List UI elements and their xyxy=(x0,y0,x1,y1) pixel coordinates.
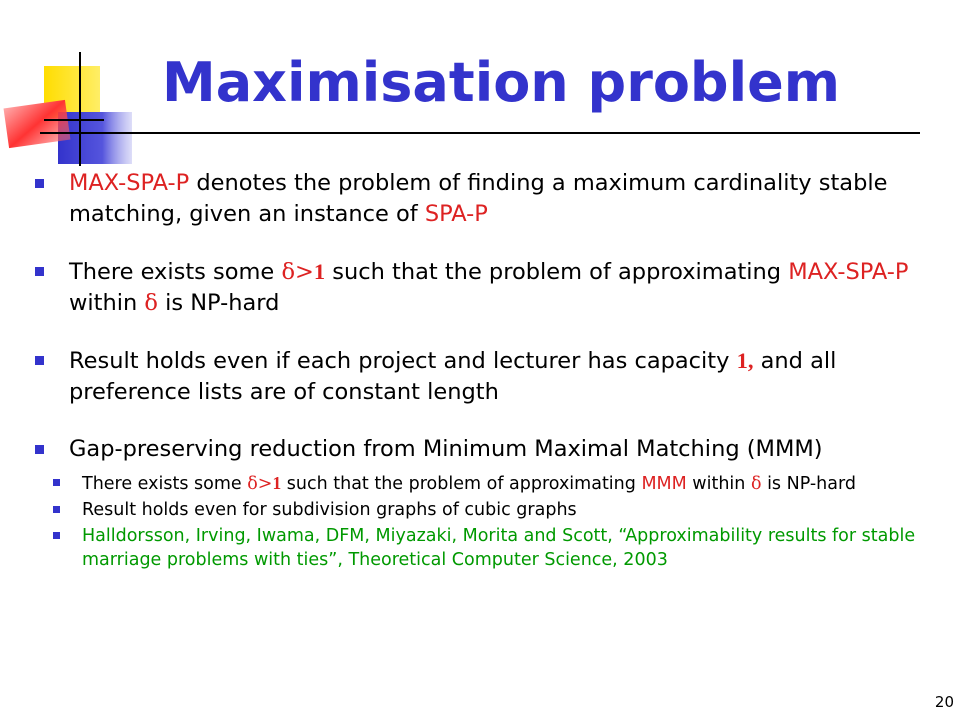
delta-symbol: δ xyxy=(144,290,158,316)
greater-than-symbol: > xyxy=(294,259,314,285)
term-max-spa-p: MAX-SPA-P xyxy=(69,170,190,196)
slide-title: Maximisation problem xyxy=(162,51,840,114)
bullet-text: There exists some xyxy=(82,474,248,494)
term-max-spa-p: MAX-SPA-P xyxy=(788,259,909,285)
square-bullet-icon xyxy=(35,356,44,365)
bullet-text: Gap-preserving reduction from Minimum Maximal Matching (MMM) xyxy=(69,436,823,462)
citation-text: Halldorsson, Irving, Iwama, DFM, Miyazaki, Morita and Scott, “Approximability results for stable marriage problems with ties”, Theoretical Computer Science, 2003 xyxy=(82,526,916,570)
decorative-squares-logo-icon xyxy=(0,0,140,170)
square-bullet-icon xyxy=(35,445,44,454)
number-one: 1 xyxy=(313,259,326,284)
sub-bullet-item xyxy=(32,524,937,572)
bullet-text: is NP-hard xyxy=(157,290,280,316)
number-one: 1, xyxy=(736,348,754,373)
delta-symbol: δ xyxy=(750,474,762,494)
bullet-item xyxy=(32,168,937,230)
square-bullet-icon xyxy=(35,267,44,276)
square-bullet-icon xyxy=(35,179,44,188)
sub-bullet-item xyxy=(32,471,937,496)
page-number: 20 xyxy=(934,693,954,711)
bullet-text: within xyxy=(69,290,145,316)
number-one: 1 xyxy=(272,473,282,493)
bullet-text: denotes the problem of finding a maximum cardinality stable matching, given an instance of xyxy=(69,170,888,227)
term-spa-p: SPA-P xyxy=(424,201,488,227)
bullet-text: is NP-hard xyxy=(761,474,856,494)
title-divider xyxy=(40,132,920,134)
greater-than-symbol: > xyxy=(257,474,273,494)
bullet-item xyxy=(32,256,937,319)
bullet-text: Result holds even if each project and lecturer has capacity xyxy=(69,348,737,374)
square-bullet-icon xyxy=(53,532,60,539)
bullet-text: and all preference lists are of constant length xyxy=(69,348,837,405)
bullet-text: within xyxy=(686,474,751,494)
sub-bullet-item xyxy=(32,498,937,522)
delta-symbol: δ xyxy=(247,474,258,494)
bullet-item xyxy=(32,434,937,465)
bullet-text: such that the problem of approximating xyxy=(281,474,642,494)
bullet-list xyxy=(32,168,937,572)
square-bullet-icon xyxy=(53,506,60,513)
bullet-text: Result holds even for subdivision graphs of cubic graphs xyxy=(82,500,577,520)
term-mmm: MMM xyxy=(641,474,687,494)
bullet-text: such that the problem of approximating xyxy=(325,259,789,285)
square-bullet-icon xyxy=(53,479,60,486)
delta-symbol: δ xyxy=(281,259,295,285)
bullet-text: There exists some xyxy=(69,259,282,285)
bullet-item xyxy=(32,345,937,408)
